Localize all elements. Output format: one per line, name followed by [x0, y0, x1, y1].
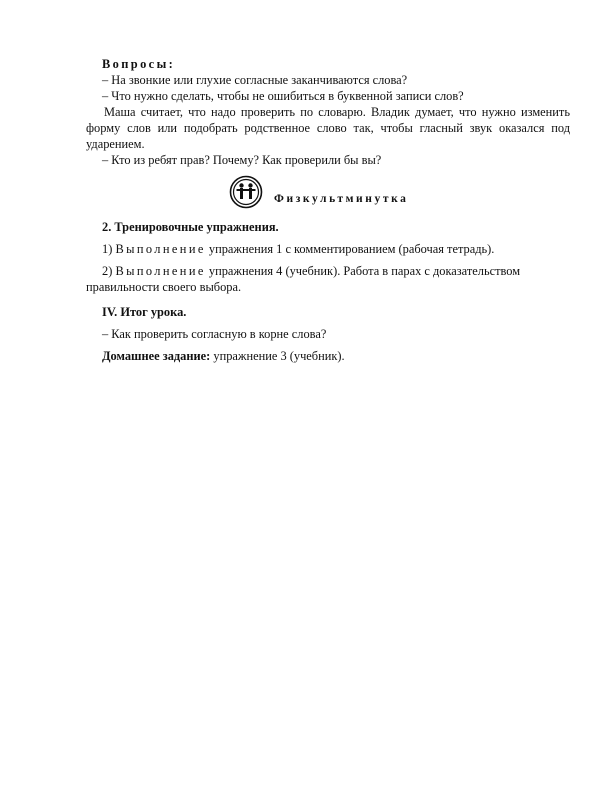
homework-label: Домашнее задание: [102, 349, 211, 363]
physical-exercise-icon [229, 175, 263, 209]
training-item-1 [102, 241, 570, 257]
item-1-text: упражнения 1 с комментированием (рабочая тетрадь). [208, 242, 495, 256]
question-1: – На звонкие или глухие согласные заканчиваются слова? [102, 73, 408, 87]
training-item-2 [102, 263, 570, 279]
training-heading: 2. Тренировочные упражнения. [102, 220, 279, 234]
questions-heading: Вопросы: [102, 57, 176, 71]
homework-line [102, 348, 570, 364]
item-1-number: 1) [102, 242, 113, 256]
item-2-word: Выполнение [115, 264, 206, 278]
questions-paragraph [86, 104, 570, 152]
question-2: – Что нужно сделать, чтобы не ошибиться в буквенной записи слов? [102, 89, 464, 103]
question-3: – Кто из ребят прав? Почему? Как проверили бы вы? [102, 153, 382, 167]
summary-heading: IV. Итог урока. [102, 305, 187, 319]
item-2-text: упражнения 4 (учебник). Работа в парах с доказательством [208, 264, 521, 278]
training-item-2-continuation: правильности своего выбора. [86, 280, 242, 294]
fizminutka-title: Физкультминутка [274, 193, 409, 205]
fizminutka-block [102, 171, 570, 219]
item-1-word: Выполнение [115, 242, 206, 256]
summary-question: – Как проверить согласную в корне слова? [102, 327, 327, 341]
document-body [86, 56, 570, 364]
item-2-number: 2) [102, 264, 113, 278]
paragraph-text: Маша считает, что надо проверить по словарю. Владик думает, что нужно изменить форму слов или подобрать родственное слово так, чтобы гласный звук оказался под ударением. [86, 105, 570, 151]
homework-text: упражнение 3 (учебник). [213, 349, 345, 363]
